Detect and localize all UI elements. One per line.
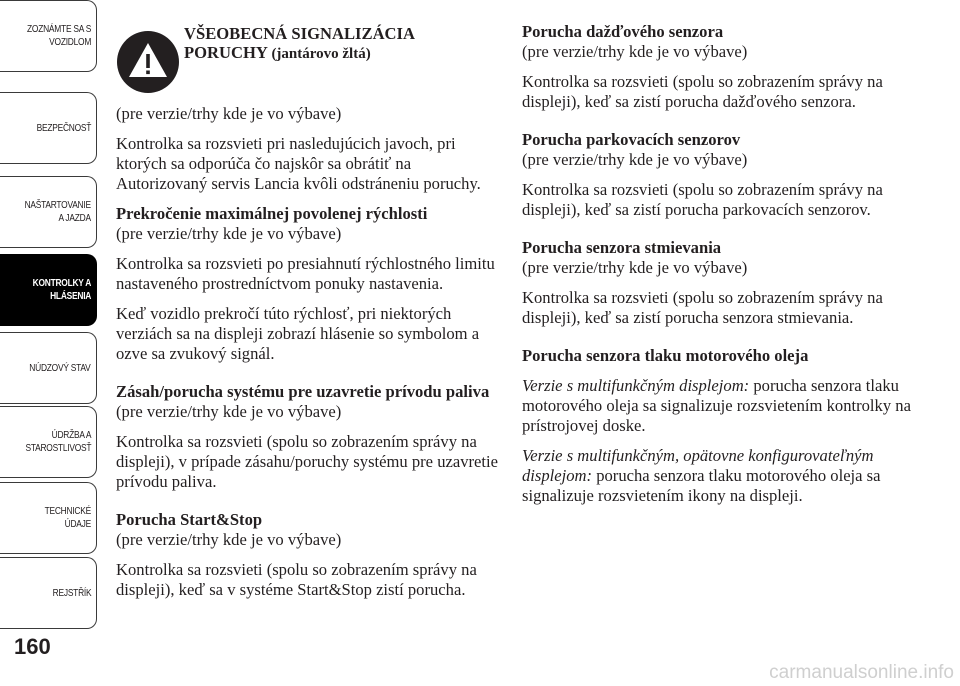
tab-label: ZOZNÁMTE SA S VOZIDLOM <box>26 23 91 48</box>
section-heading-rain: Porucha dažďového senzora <box>522 22 724 41</box>
tab-technicke-udaje[interactable] <box>0 482 97 554</box>
warning-title <box>184 24 415 64</box>
version-note: (pre verzie/trhy kde je vo výbave) <box>522 42 748 61</box>
version-note: (pre verzie/trhy kde je vo výbave) <box>116 224 342 243</box>
paragraph-text: porucha senzora tlaku motorového oleja sa signalizuje rozsvietením kontrolky na prístrojovej doske. <box>522 376 911 435</box>
tab-label: TECHNICKÉ ÚDAJE <box>44 505 91 530</box>
general-text: Kontrolka sa rozsvieti pri nasledujúcich javoch, pri ktorých sa odporúča čo najskôr sa obrátiť na Autorizovaný servis Lancia kvôli odstráneniu poruchy. <box>116 134 481 193</box>
warning-header <box>116 22 500 100</box>
paragraph: Kontrolka sa rozsvieti (spolu so zobrazením správy na displeji), keď sa zistí porucha senzora stmievania. <box>522 288 883 327</box>
paragraph <box>522 376 922 436</box>
section-heading-speed: Prekročenie maximálnej povolenej rýchlosti <box>116 204 428 223</box>
section-heading-fuel: Zásah/porucha systému pre uzavretie prívodu paliva <box>116 382 490 401</box>
section-heading-parking: Porucha parkovacích senzorov <box>522 130 741 149</box>
tab-nastartovanie[interactable] <box>0 176 97 248</box>
tab-udrzba[interactable] <box>0 406 97 478</box>
page-number: 160 <box>14 634 51 659</box>
tab-label: REJSTŘÍK <box>52 586 91 599</box>
paragraph: Keď vozidlo prekročí túto rýchlosť, pri niektorých verziách sa na displeji zobrazí hlásenie so symbolom a ozve sa zvukový signál. <box>116 304 480 363</box>
version-note: (pre verzie/trhy kde je vo výbave) <box>522 150 748 169</box>
version-note: (pre verzie/trhy kde je vo výbave) <box>522 258 748 277</box>
paragraph: Kontrolka sa rozsvieti po presiahnutí rýchlostného limitu nastaveného prostredníctvom ponuky nastavenia. <box>116 254 495 293</box>
chapter-tabs <box>0 0 100 640</box>
tab-label: NAŠTARTOVANIE A JAZDA <box>24 199 91 224</box>
warning-title-line-1: VŠEOBECNÁ SIGNALIZÁCIA <box>184 24 415 43</box>
right-column <box>522 22 922 516</box>
watermark: carmanualsonline.info <box>769 662 954 683</box>
tab-label: NÚDZOVÝ STAV <box>29 361 91 374</box>
tab-label: ÚDRŽBA A STAROSTLIVOSŤ <box>25 429 91 454</box>
paragraph: Kontrolka sa rozsvieti (spolu so zobrazením správy na displeji), keď sa zistí porucha parkovacích senzorov. <box>522 180 883 219</box>
tab-kontrolky[interactable] <box>0 254 97 326</box>
paragraph: Kontrolka sa rozsvieti (spolu so zobrazením správy na displeji), v prípade zásahu/poruchy systému pre uzavretie prívodu paliva. <box>116 432 498 491</box>
version-label: Verzie s multifunkčným displejom: <box>522 376 750 395</box>
version-label: Verzie s multifunkčným, opätovne konfigurovateľným displejom: <box>522 446 874 485</box>
version-note: (pre verzie/trhy kde je vo výbave) <box>116 530 342 549</box>
section-heading-oil: Porucha senzora tlaku motorového oleja <box>522 346 809 365</box>
paragraph-text: porucha senzora tlaku motorového oleja sa signalizuje rozsvietením ikony na displeji. <box>522 466 881 505</box>
version-note: (pre verzie/trhy kde je vo výbave) <box>116 402 342 421</box>
tab-bezpecnost[interactable] <box>0 92 97 164</box>
tab-zoznamte-sa[interactable] <box>0 0 97 72</box>
version-note: (pre verzie/trhy kde je vo výbave) <box>116 104 342 123</box>
tab-label: BEZPEČNOSŤ <box>36 121 91 134</box>
paragraph: Kontrolka sa rozsvieti (spolu so zobrazením správy na displeji), keď sa zistí porucha dažďového senzora. <box>522 72 883 111</box>
left-column <box>116 22 500 610</box>
tab-nudzovy-stav[interactable] <box>0 332 97 404</box>
warning-color-note: (jantárovo žltá) <box>271 46 371 62</box>
warning-triangle-icon <box>116 30 180 94</box>
section-heading-dusk: Porucha senzora stmievania <box>522 238 722 257</box>
section-heading-start-stop: Porucha Start&Stop <box>116 510 263 529</box>
tab-label: KONTROLKY A HLÁSENIA <box>32 277 91 302</box>
paragraph: Kontrolka sa rozsvieti (spolu so zobrazením správy na displeji), keď sa v systéme Start&Stop zistí porucha. <box>116 560 477 599</box>
warning-title-line-2: PORUCHY <box>184 43 268 62</box>
paragraph <box>522 446 922 506</box>
tab-rejstrik[interactable] <box>0 557 97 629</box>
